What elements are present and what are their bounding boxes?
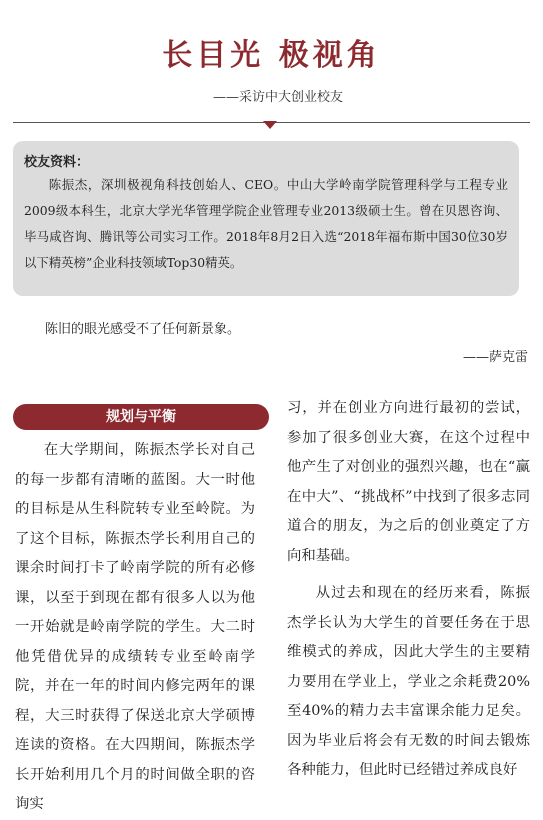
section-header: 规划与平衡 [13,404,269,430]
profile-heading: 校友资料： [24,155,90,170]
left-column [15,436,255,820]
divider-triangle-marker [263,121,277,129]
right-column [287,394,530,786]
article-subtitle: ——采访中大创业校友 [212,90,343,105]
left-column-paragraph: 在大学期间，陈振杰学长对自己的每一步都有清晰的蓝图。大一时他的目标是从生科院转专业至岭院。为了这个目标，陈振杰学长利用自己的课余时间打卡了岭南学院的所有必修课，以至于到现在都有很多人以为他一开始就是岭南学院的学生。大二时他凭借优异的成绩转专业至岭南学院，并在一年的时间内修完两年的课程，大三时获得了保送北京大学硕博连读的资格。在大四期间，陈振杰学长开始利用几个月的时间做全职的咨询实 [15,442,255,812]
quote-author: ——萨克雷 [462,350,528,365]
article-title: 长目光 极视角 [162,38,381,73]
quote-text: 陈旧的眼光感受不了任何新景象。 [45,322,241,337]
profile-text: 陈振杰，深圳极视角科技创始人、CEO。中山大学岭南学院管理科学与工程专业2009级本科生，北京大学光华管理学院企业管理专业2013级硕士生。曾在贝恩咨询、毕马咸咨询、腾讯等公司实习工作。2018年8月2日入选“2018年福布斯中国30位30岁以下精英榜”企业科技领域Top30精英。 [24,177,508,270]
right-column-paragraph-1: 习，并在创业方向进行最初的尝试，参加了很多创业大赛，在这个过程中他产生了对创业的强烈兴趣，也在“赢在中大”、“挑战杯”中找到了很多志同道合的朋友，为之后的创业奠定了方向和基础。 [287,400,530,564]
alumni-profile-box [13,141,519,296]
right-column-paragraph-2: 从过去和现在的经历来看，陈振杰学长认为大学生的首要任务在于思维模式的养成，因此大学生的主要精力要用在学业上，学业之余耗费20%至40%的精力去丰富课余能力足矣。因为毕业后将会有无数的时间去锻炼各种能力，但此时已经错过养成良好 [287,585,530,778]
